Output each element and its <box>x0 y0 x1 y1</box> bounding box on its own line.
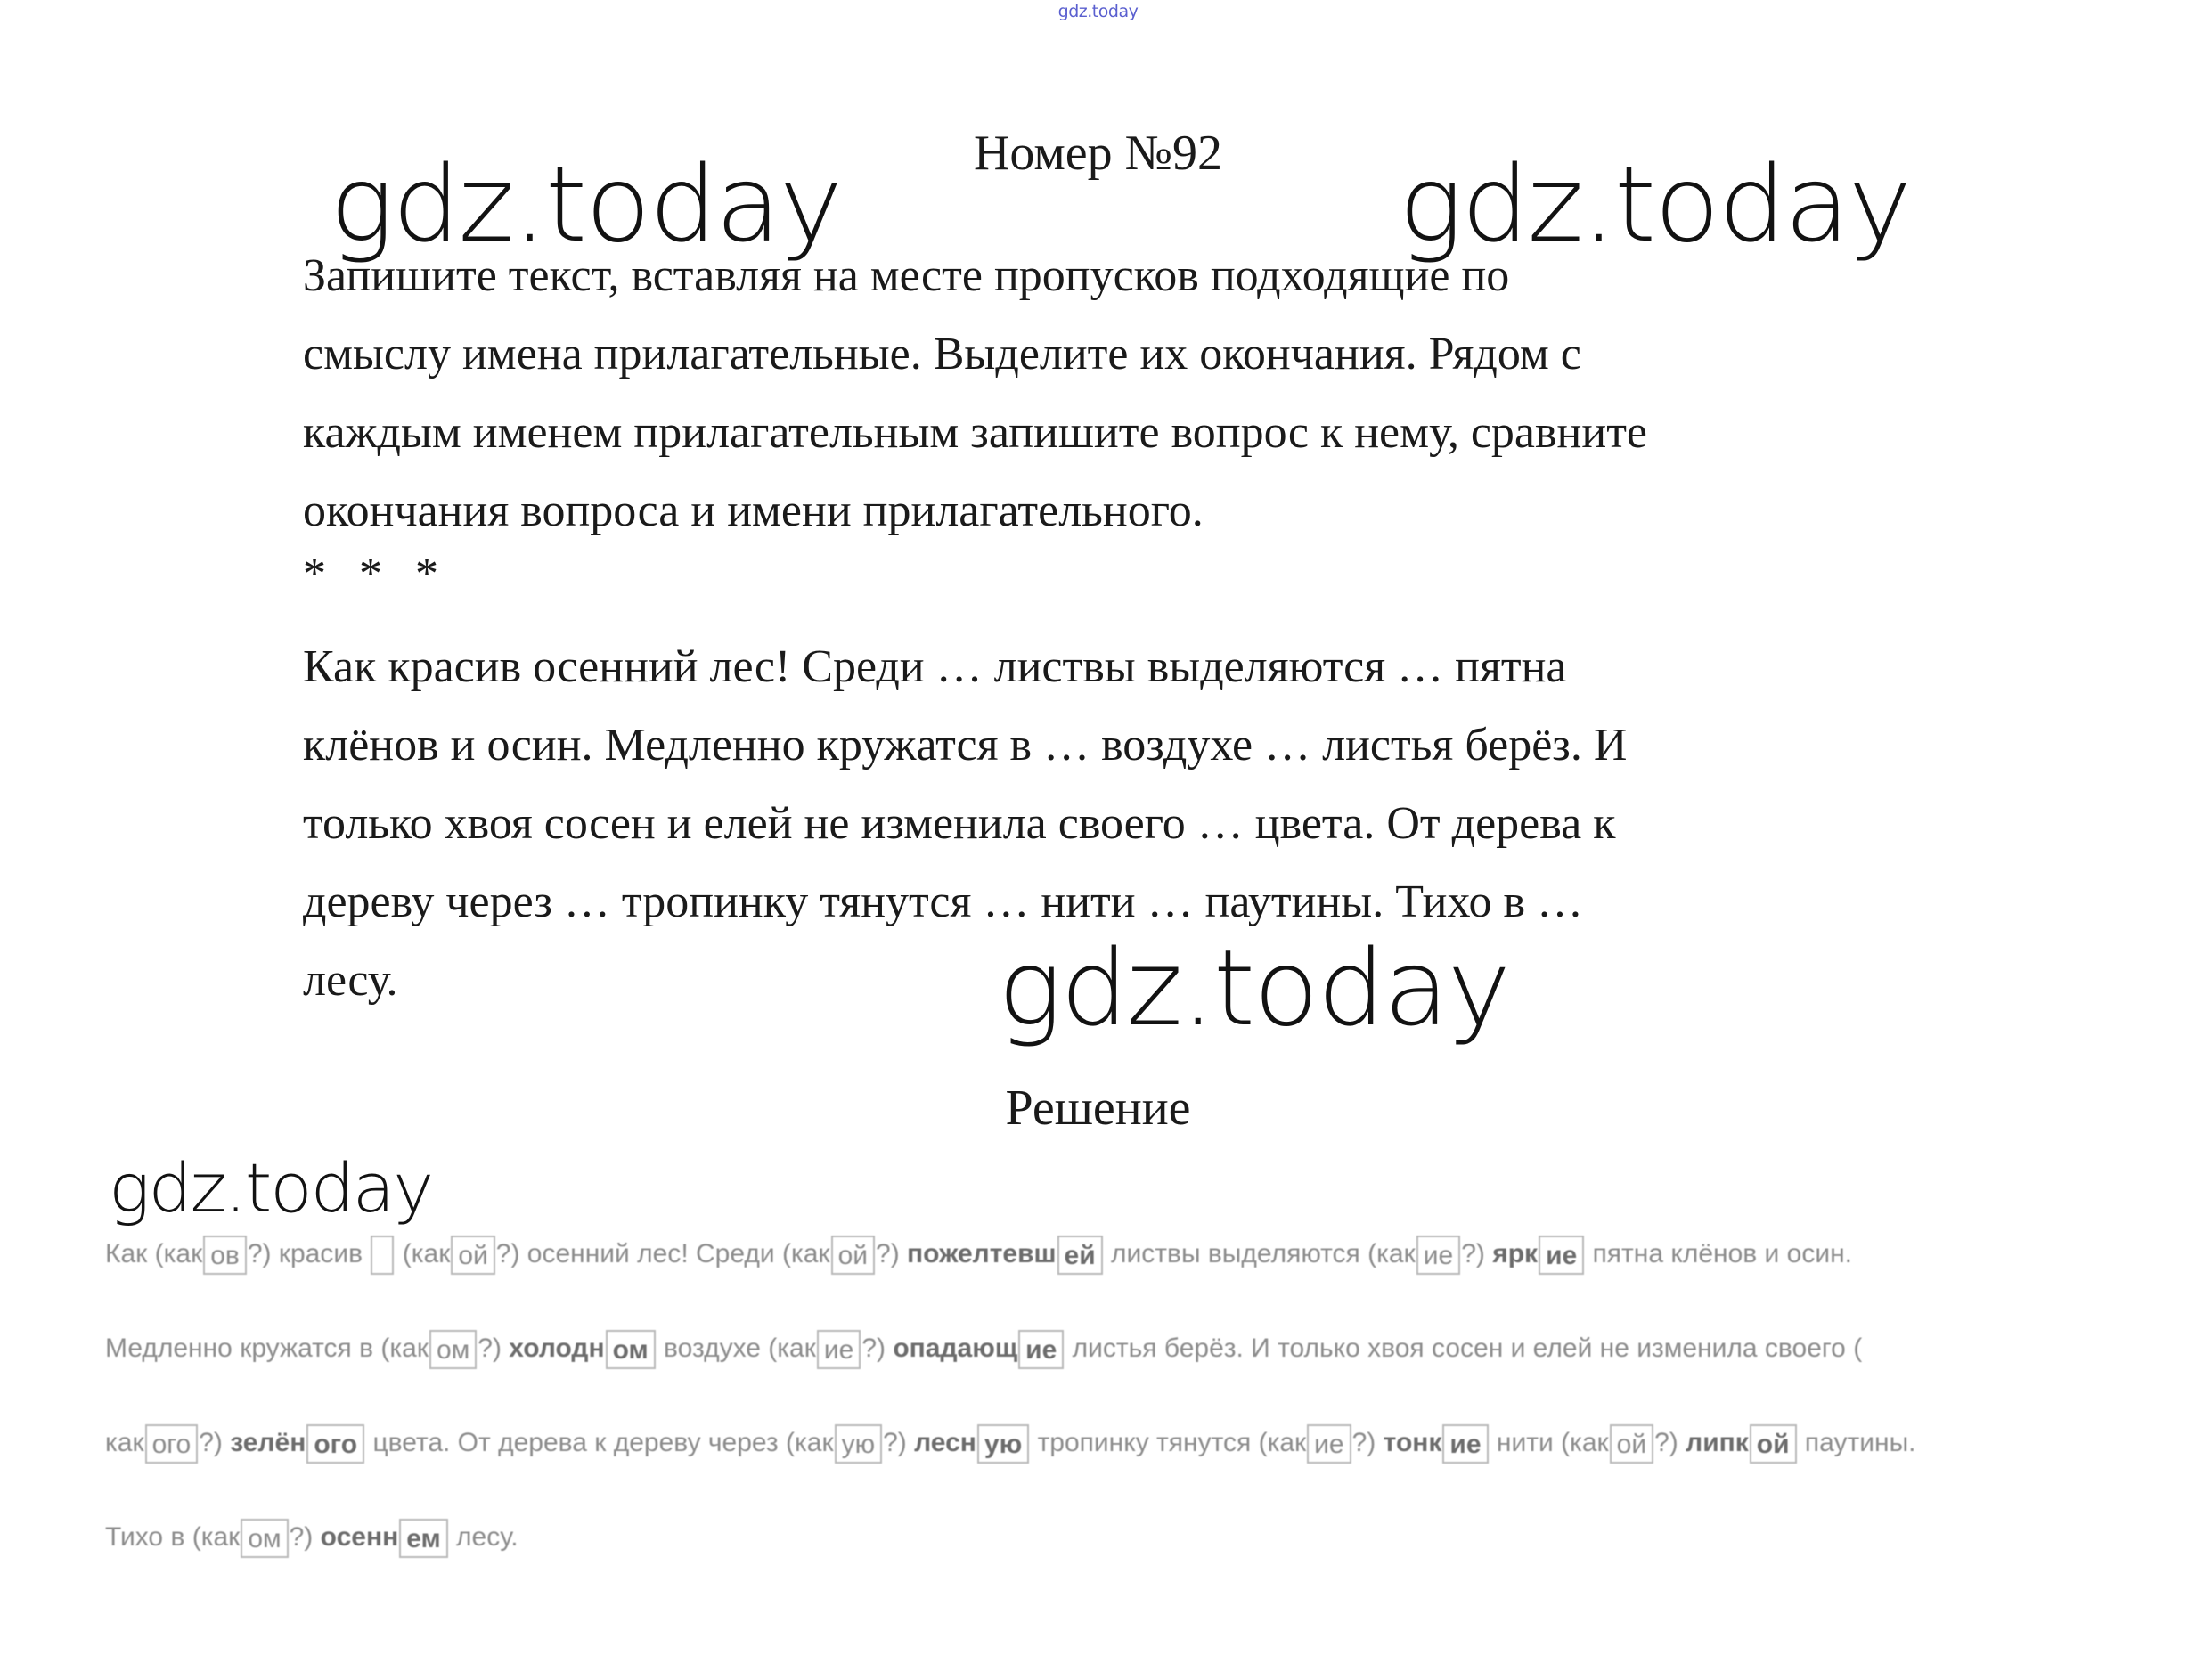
text-line: лесу. <box>303 955 398 1006</box>
solution-text: ?) <box>1654 1428 1678 1457</box>
ending-box: ие <box>1442 1424 1488 1464</box>
ending-box: ие <box>1307 1424 1351 1464</box>
solution-text: лесу. <box>456 1522 518 1552</box>
text-line: дереву через … тропинку тянутся … нити … паутины. Тихо в … <box>303 877 1584 927</box>
task-instructions <box>303 237 1906 550</box>
solution-text: Медленно кружатся в (как <box>105 1333 429 1363</box>
solution-text: ?) <box>876 1239 900 1268</box>
watermark: gdz.today <box>330 143 841 265</box>
ending-box: ой <box>1610 1424 1653 1464</box>
solution-text: тропинку тянутся (как <box>1037 1428 1307 1457</box>
adjective-stem: тонк <box>1383 1428 1442 1457</box>
solution-text: листья берёз. И только хвоя сосен и елей не изменила своего ( <box>1072 1333 1863 1363</box>
ending-box: ую <box>835 1424 883 1464</box>
solution-heading: Решение <box>1005 1081 1191 1136</box>
solution-text: Тихо в (как <box>105 1522 241 1552</box>
solution-text: пятна клёнов и осин. <box>1592 1239 1852 1268</box>
ending-box: ом <box>241 1519 288 1558</box>
solution-line <box>105 1229 1852 1279</box>
solution-text: ?) осенний лес! Среди (как <box>495 1239 830 1268</box>
ending-box: ие <box>1539 1236 1584 1275</box>
solution-line <box>105 1324 1862 1374</box>
adjective-stem: опадающ <box>893 1333 1018 1363</box>
solution-text: паутины. <box>1804 1428 1916 1457</box>
solution-line <box>105 1418 1915 1468</box>
text-line: Как красив осенний лес! Среди … листвы выделяются … пятна <box>303 641 1567 692</box>
solution-text: воздухе (как <box>664 1333 816 1363</box>
page-title: Номер №92 <box>973 126 1223 181</box>
top-watermark: gdz.today <box>1057 2 1139 21</box>
solution-text: ?) <box>1461 1239 1485 1268</box>
solution-text: ?) <box>861 1333 886 1363</box>
solution-text: ?) <box>1351 1428 1376 1457</box>
solution-text: (как <box>402 1239 451 1268</box>
adjective-stem: ярк <box>1492 1239 1539 1268</box>
task-line: каждым именем прилагательным запишите вопрос к нему, сравните <box>303 407 1648 458</box>
ending-box: ем <box>399 1519 447 1558</box>
adjective-stem: пожелтевш <box>907 1239 1057 1268</box>
stars-separator: * * * <box>303 549 449 599</box>
task-line: Запишите текст, вставляя на месте пропусков подходящие по <box>303 250 1510 301</box>
adjective-stem: липк <box>1686 1428 1749 1457</box>
watermark: gdz.today <box>109 1148 433 1227</box>
text-line: клёнов и осин. Медленно кружатся в … воздухе … листья берёз. И <box>303 720 1628 771</box>
task-line: смыслу имена прилагательные. Выделите их окончания. Рядом с <box>303 329 1581 379</box>
task-line: окончания вопроса и имени прилагательного. <box>303 485 1204 536</box>
solution-text: ?) <box>199 1428 223 1457</box>
ending-box: ие <box>1018 1330 1064 1369</box>
ending-box: ей <box>1057 1236 1103 1275</box>
ending-box: ие <box>1416 1236 1460 1275</box>
solution-text: ?) красив <box>247 1239 363 1268</box>
solution-text: цвета. От дерева к дереву через (как <box>372 1428 834 1457</box>
ending-box: ие <box>817 1330 861 1369</box>
text-line: только хвоя сосен и елей не изменила своего … цвета. От дерева к <box>303 798 1616 849</box>
watermark: gdz.today <box>998 926 1509 1049</box>
adjective-stem: лесн <box>914 1428 976 1457</box>
ending-box: ой <box>1750 1424 1797 1464</box>
adjective-stem: осенн <box>320 1522 399 1552</box>
solution-text: ?) <box>289 1522 314 1552</box>
adjective-stem: зелён <box>230 1428 306 1457</box>
ending-box: ую <box>977 1424 1029 1464</box>
adjective-stem: холодн <box>509 1333 605 1363</box>
solution-text: ?) <box>883 1428 907 1457</box>
solution-text: ?) <box>478 1333 502 1363</box>
ending-box: ом <box>429 1330 477 1369</box>
solution-text: нити (как <box>1496 1428 1609 1457</box>
watermark: gdz.today <box>1399 143 1910 265</box>
ending-box: ого <box>145 1424 199 1464</box>
ending-box: ой <box>831 1236 875 1275</box>
ending-box: ой <box>451 1236 494 1275</box>
solution-text: как <box>105 1428 144 1457</box>
solution-text: листвы выделяются (как <box>1111 1239 1416 1268</box>
solution-text: Как (как <box>105 1239 203 1268</box>
ending-box: ом <box>606 1330 656 1369</box>
ending-box: ов <box>203 1236 247 1275</box>
solution-line <box>105 1513 518 1562</box>
ending-box: ого <box>306 1424 364 1464</box>
empty-ending-box <box>371 1236 394 1275</box>
